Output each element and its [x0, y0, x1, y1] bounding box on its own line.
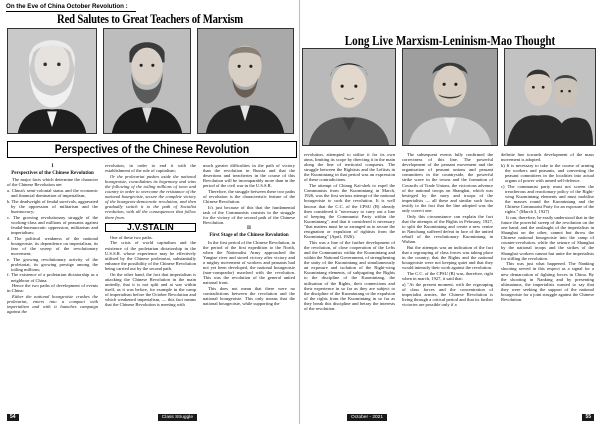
paragraph: a) "At the present moment, with the regrouping of class forces and the concentration of imperialist armies, the Chinese Revolution is living through a critical period and that its further victories are possible only if a: [402, 281, 493, 308]
article-title-bar: [7, 141, 297, 158]
paragraph: This was a line of the further development of the revolution, of close cooperation of the Lefts and the Communists within the Kuomintang and within the National Government, of strengthening the unity of the Kuomintang and simultaneously an exposure and isolation of the Right-wing Kuomintang elements, of subjugating the Rights to the discipline of the Kuomintang, the utilisation of the Rights, their connections and their experience in so far as they are subject to the discipline of the Kuomintang or the expulsion of the rights from the Kuomintang in so far as they break this discipline and betray the interests of the revolution.: [304, 239, 395, 311]
right-page: [300, 0, 600, 424]
paragraph: This does not mean that there were no contradictions between the revolution and the national bourgeoisie. This only means that the national bourgeoisie, while supporting the: [203, 285, 295, 307]
right-column-1: [304, 152, 395, 410]
marx-portrait: [7, 28, 97, 134]
paragraph: Only this circumstance can explain the fact that the attempts of the Rights in February, 1927, to split the Kuomintang and create a new centre in Nanchang suffered defeat in face of the united rebuff of the revolutionary Kuomintang in Wuhan.: [402, 213, 493, 245]
paragraph: It's just because of this that the fundamental task of the Communists consists in the struggle for the victory of the second path of the Chinese Revolution.: [203, 204, 295, 226]
lenin-portrait: [197, 28, 294, 134]
paragraph: Either the national bourgeoisie crushes the proletariat, enters into a compact with imperialism and with it launches campaign against the: [7, 294, 98, 315]
page-number: 55: [582, 414, 594, 421]
paragraph: Therefore, the struggle between these two paths of revolution is the characteristic feature of the Chinese Revolution.: [203, 189, 295, 205]
left-column-1: [7, 163, 98, 410]
paragraph: definite line towards development of the mass movement is adopted.: [501, 152, 594, 163]
list-item: b) It is necessary to take to the course of arming the workers and peasants, and converting the peasant committees in the localities into actual organs of power with armed self-defence.: [501, 162, 594, 184]
left-headline: Red Salutes to Great Teachers of Marxism: [57, 12, 243, 26]
magazine-name: Class Struggle: [158, 414, 197, 421]
section-number: II: [247, 226, 251, 232]
page-number: 54: [7, 414, 19, 421]
paragraph: Hence the two paths of development of events in China:: [7, 283, 98, 294]
paragraph: Or the proletariat pushes aside the national bourgeoisie, consolidates its hegemony and wins the following of the toiling millions of town and country in order to overcome the resistance of the national bourgeoisie, secure the complete victory of the bourgeois-democratic revolution, and then gradually switch it to the path of Socialist revolution, with all the consequences that follow there from.: [105, 173, 196, 220]
paragraph: This was just what happened. The Nanking shooting served in this respect as a signal for a new demarcation of fighting forces in China. By the shooting in Nanking and by presenting ultimatums, the imperialists wanted to say that they were seeking the support of the national bourgeoisie for a joint struggle against the Chinese Revolution.: [501, 261, 594, 302]
list-item: a. China's semi-colonial status and the economic and financial domination of imperialism;: [7, 187, 98, 199]
paragraph: The C.C. of the CPSU (B) was, therefore, right when in march, 1927, it said that:: [402, 270, 493, 282]
stalin-portrait: [402, 48, 498, 146]
right-column-3: [501, 152, 594, 410]
article-title: Perspectives of the Chinese Revolution: [54, 143, 250, 156]
left-column-2: [105, 163, 196, 410]
right-headline: Long Live Marxism-Leninism-Mao Thought: [344, 33, 556, 48]
list-item: f. The existence of a proletarian dictatorship as a neighbour of China.: [7, 272, 98, 283]
issue-date: October - 2021: [347, 414, 387, 421]
section-title: First Stage of the Chinese Revolution: [209, 232, 289, 238]
list-item: c. The growing revolutionary struggle of the working-class and millions of peasants against feudal-bureaucratic oppression, militarism and imperialism;: [7, 214, 98, 235]
section-number: I: [51, 164, 54, 169]
paragraph: The crisis of world capitalism and the existence of the proletarian dictatorship in the U.S.S.R. whose experience may be effectively utilised by the Chinese proletariat, substantially enhance the possibility of the Chinese Revolution being carried out by the second path.: [105, 240, 196, 271]
paragraph: much greater difficulties in the path of victory than the revolution in Russia and that the desertions and treacheries in the course of this Revolution will be incomparably more than in the period of the civil war in the U.S.S.R.: [203, 163, 295, 189]
paragraph: The attempt of Chiang Kai-shek to expel the Communists from the Kuomintang in March, 1926, was the first serious attempt of the national bourgeoisie to curb the revolution. It is well known that the C.C. of the CPSU (B) already then considered it "necessary to carry out a line of keeping the Communist Party within the Kuomintang", and that it considered it necessary "that matters must be so arranged as to secure the resignation or expulsion of rightists from the Kuomintang" (April, 1926).: [304, 183, 395, 240]
engels-portrait: [103, 28, 191, 134]
paragraph: It can, therefore, be easily understood that in the future the powerful sweep of the revolution on the one hand, and the onslaught of the imperialists in Shanghai on the other, cannot but throw the Chinese national bourgeoisie into the camp of counter-revolution, while the seizure of Shanghai by the national troops and the strikes of the Shanghai workers cannot but unite the imperialists for stifling the revolution.: [501, 214, 594, 261]
paragraph: The subsequent events fully confirmed the correctness of this line. The powerful development of the peasant movement and the organisation of peasant unions and peasant committees in the countryside, the powerful strike wave in the towns and the formation of Councils of Trade Unions, the victorious advance of the national troops on Shanghai, which was besieged by the navy and troops of the imperialists — all these and similar such facts testify to the fact that the line adopted was the only correct one.: [402, 152, 493, 214]
list-item: e. The growing revolutionary activity of the proletariat, its growing prestige among the toiling millions;: [7, 256, 98, 272]
author-box: J.V.STALIN: [105, 223, 196, 232]
paragraph: revolution, in order to end it with the establishment of the rule of capitalism;: [105, 163, 196, 174]
list-item: c) The communist party must not screen the treacherous and reactionary policy of the Right-wing Kuomintang elements and must mobilise the masses round the Kuomintang and the Chinese Communist Party for an exposure of the rights." (March 3, 1927): [501, 183, 594, 215]
section-label: On the Eve of China October Revolution :: [6, 3, 136, 12]
right-footer: [307, 413, 594, 421]
list-item: b. The deadweight of feudal survivals, aggravated by the oppression of militarism and the bureaucracy;: [7, 198, 98, 214]
paragraph: In the first period of the Chinese Revolution, in the period of the first expedition to the North, when the Nationalist Army approached the Yangtse river and stored victory after victory and a mighty movement of workers and peasants had not yet been developed, the national bourgeoisie (non-comprador) marched with the revolution. This was the revolution of the general united national front.: [203, 239, 295, 286]
mao-portrait: [302, 48, 396, 146]
section-title: Perspectives of the Chinese Revolution: [11, 170, 94, 176]
paragraph: The major facts which determine the character of the Chinese Revolution are:: [7, 177, 98, 188]
paragraph: One of these two paths.: [110, 234, 153, 240]
paragraph: revolution, attempted to utilise it for its own aims, limiting its scope by directing it in the main along the line of territorial conquests. The struggle between the Rightists and the Leftists in the Kuomintang in that period was an expression of these contradictions.: [304, 152, 395, 183]
paragraph: But the attempts was an indication of the fact that a regrouping of class forces was taking place in the country, that the Rights and the national bourgeoisie were not keeping quiet and that they would intensify their work against the revolution.: [402, 244, 493, 271]
right-column-2: [402, 152, 493, 410]
paragraph: On the other hand, the fact that imperialism is attacking the Chinese Revolution in the main unitedly, that it is not split and at war within itself, as it was before, for example in the camp of imperialism before the October Revolution and which weakened imperialism, — this fact means that the Chinese Revolution is meeting with: [105, 271, 196, 308]
list-item: d. The political weakness of the national bourgeoisie, its dependence on imperialism, its fear of the sweep of the revolutionary movement;: [7, 235, 98, 256]
left-column-3: [203, 163, 295, 410]
leaders-portrait: [504, 48, 596, 146]
left-footer: [7, 413, 297, 421]
